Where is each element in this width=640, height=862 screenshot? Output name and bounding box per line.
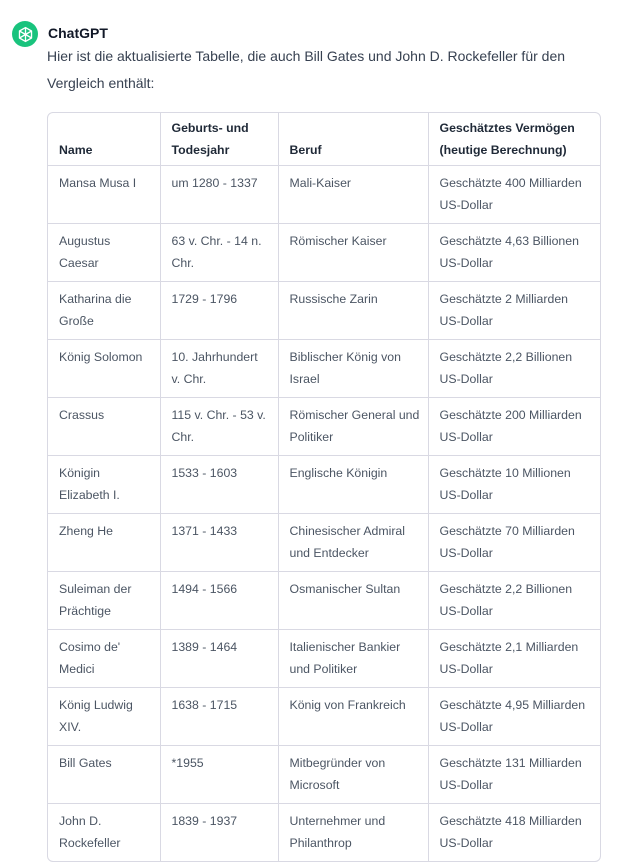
- openai-logo-icon: [16, 25, 35, 44]
- cell-name: Katharina die Große: [48, 282, 160, 340]
- table-row: [48, 166, 600, 224]
- cell-name: Bill Gates: [48, 746, 160, 804]
- cell-wealth: Geschätzte 70 Milliarden US-Dollar: [428, 514, 600, 572]
- cell-wealth: Geschätzte 2,1 Milliarden US-Dollar: [428, 630, 600, 688]
- cell-name: Augustus Caesar: [48, 224, 160, 282]
- cell-wealth: Geschätzte 131 Milliarden US-Dollar: [428, 746, 600, 804]
- cell-name: Cosimo de' Medici: [48, 630, 160, 688]
- cell-profession: Osmanischer Sultan: [278, 572, 428, 630]
- comparison-table: [47, 112, 601, 862]
- cell-years: 1389 - 1464: [160, 630, 278, 688]
- cell-wealth: Geschätzte 2 Milliarden US-Dollar: [428, 282, 600, 340]
- chatgpt-avatar: [12, 21, 38, 47]
- cell-name: Königin Elizabeth I.: [48, 456, 160, 514]
- cell-wealth: Geschätzte 2,2 Billionen US-Dollar: [428, 572, 600, 630]
- cell-wealth: Geschätzte 400 Milliarden US-Dollar: [428, 166, 600, 224]
- cell-profession: Mitbegründer von Microsoft: [278, 746, 428, 804]
- cell-years: 1494 - 1566: [160, 572, 278, 630]
- cell-profession: König von Frankreich: [278, 688, 428, 746]
- cell-wealth: Geschätzte 10 Millionen US-Dollar: [428, 456, 600, 514]
- cell-profession: Englische Königin: [278, 456, 428, 514]
- cell-years: 1371 - 1433: [160, 514, 278, 572]
- table-row: [48, 572, 600, 630]
- header-name: Name: [48, 113, 160, 166]
- cell-name: Crassus: [48, 398, 160, 456]
- table-row: [48, 282, 600, 340]
- table-row: [48, 688, 600, 746]
- message-text: Hier ist die aktualisierte Tabelle, die auch Bill Gates und John D. Rockefeller für den Vergleich enthält:: [47, 48, 566, 91]
- cell-years: 63 v. Chr. - 14 n. Chr.: [160, 224, 278, 282]
- cell-profession: Mali-Kaiser: [278, 166, 428, 224]
- cell-years: um 1280 - 1337: [160, 166, 278, 224]
- table-row: [48, 804, 600, 862]
- cell-profession: Römischer General und Politiker: [278, 398, 428, 456]
- cell-name: König Solomon: [48, 340, 160, 398]
- table-row: [48, 746, 600, 804]
- cell-profession: Chinesischer Admiral und Entdecker: [278, 514, 428, 572]
- table-header-row: [48, 113, 600, 166]
- cell-profession: Biblischer König von Israel: [278, 340, 428, 398]
- cell-wealth: Geschätzte 2,2 Billionen US-Dollar: [428, 340, 600, 398]
- table-row: [48, 630, 600, 688]
- cell-years: 1638 - 1715: [160, 688, 278, 746]
- cell-wealth: Geschätzte 4,63 Billionen US-Dollar: [428, 224, 600, 282]
- cell-wealth: Geschätzte 200 Milliarden US-Dollar: [428, 398, 600, 456]
- header-years: Geburts- und Todesjahr: [160, 113, 278, 166]
- cell-years: 115 v. Chr. - 53 v. Chr.: [160, 398, 278, 456]
- cell-name: Suleiman der Prächtige: [48, 572, 160, 630]
- cell-profession: Italienischer Bankier und Politiker: [278, 630, 428, 688]
- cell-years: 1839 - 1937: [160, 804, 278, 862]
- cell-profession: Unternehmer und Philanthrop: [278, 804, 428, 862]
- table-row: [48, 398, 600, 456]
- table-row: [48, 456, 600, 514]
- cell-years: 10. Jahrhundert v. Chr.: [160, 340, 278, 398]
- cell-years: *1955: [160, 746, 278, 804]
- cell-wealth: Geschätzte 418 Milliarden US-Dollar: [439, 814, 582, 850]
- author-name: ChatGPT: [48, 25, 108, 41]
- header-wealth: Geschätztes Vermögen (heutige Berechnung): [428, 113, 600, 166]
- cell-name: Zheng He: [48, 514, 160, 572]
- table-row: [48, 340, 600, 398]
- cell-name: Mansa Musa I: [48, 166, 160, 224]
- cell-years: 1729 - 1796: [160, 282, 278, 340]
- cell-years: 1533 - 1603: [160, 456, 278, 514]
- cell-profession: Russische Zarin: [278, 282, 428, 340]
- table-row: [48, 514, 600, 572]
- table-row: [48, 224, 600, 282]
- cell-wealth: Geschätzte 4,95 Milliarden US-Dollar: [428, 688, 600, 746]
- cell-name: John D. Rockefeller: [48, 804, 160, 862]
- cell-name: König Ludwig XIV.: [48, 688, 160, 746]
- cell-profession: Römischer Kaiser: [278, 224, 428, 282]
- header-profession: Beruf: [278, 113, 428, 166]
